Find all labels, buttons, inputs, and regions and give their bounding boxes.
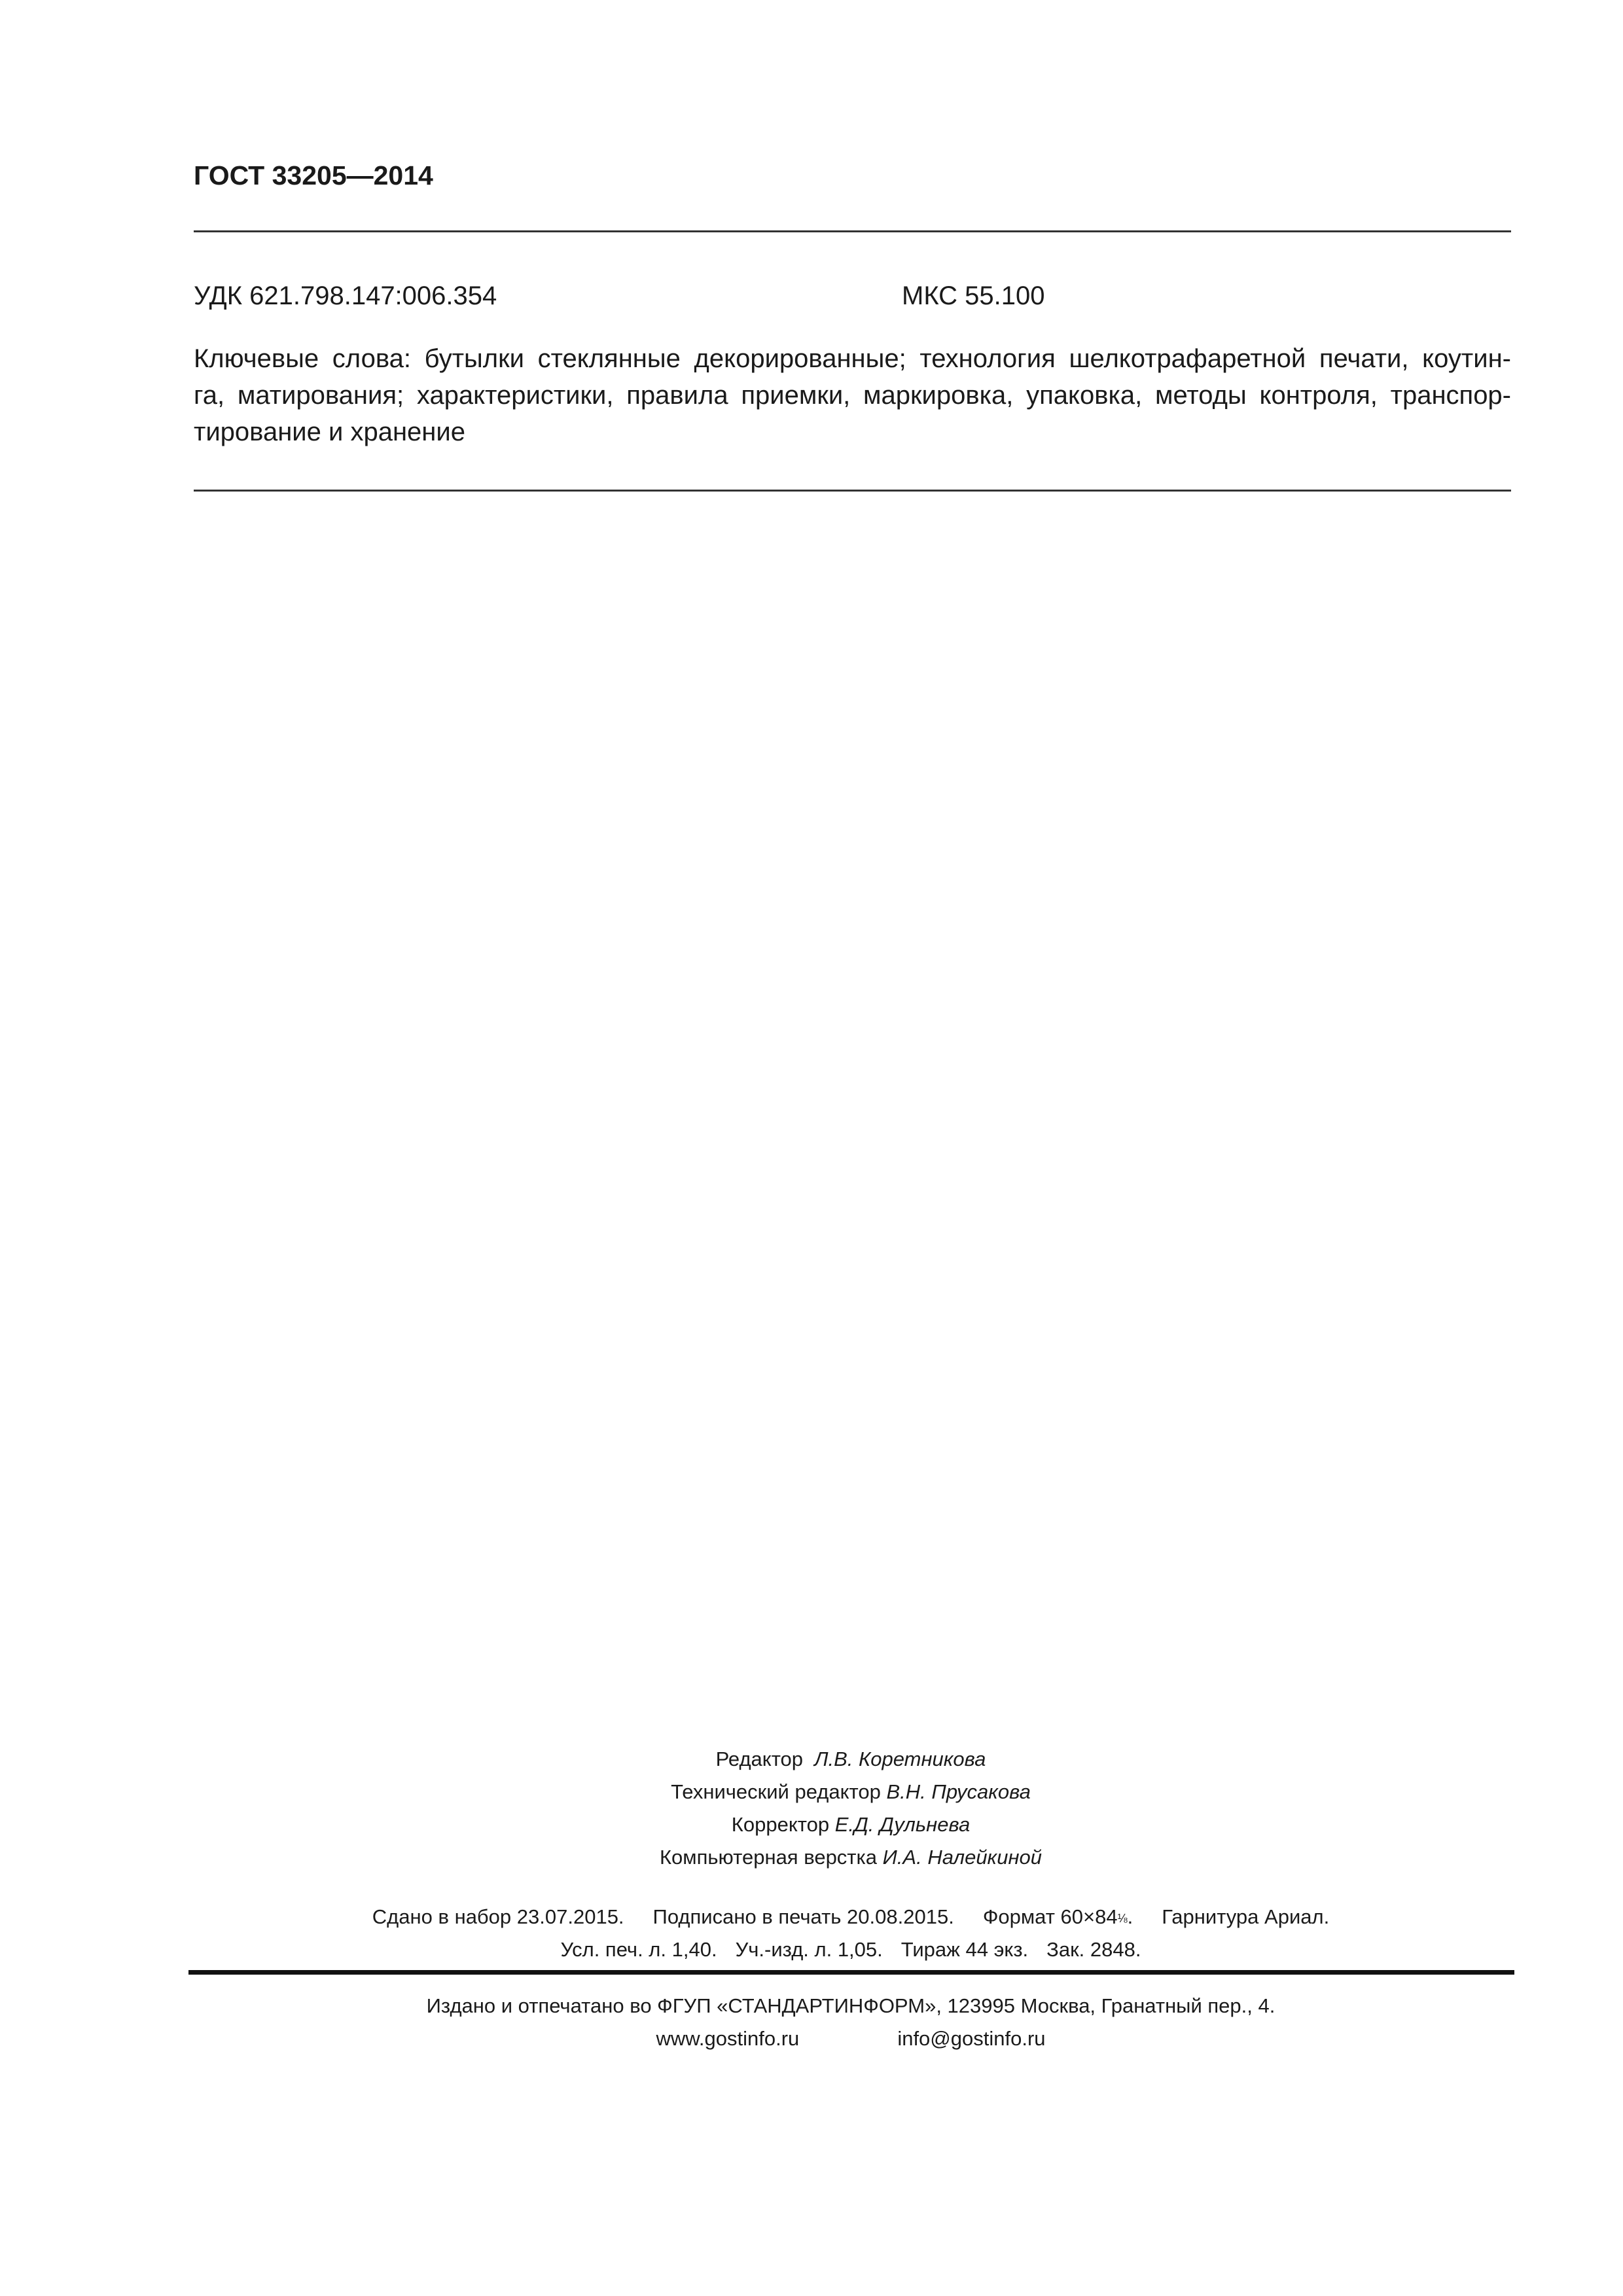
corrector-name: Е.Д. Дульнева [834, 1813, 971, 1836]
corrector-line [484, 1808, 1217, 1841]
circulation: Тираж 44 экз. [901, 1938, 1029, 1961]
tech-editor-label: Технический редактор [671, 1780, 881, 1803]
mks-code: МКС 55.100 [902, 281, 1045, 310]
publisher-contacts [190, 2022, 1512, 2055]
print-info-block [190, 1901, 1512, 1965]
publ-sheets: Уч.-изд. л. 1,05. [735, 1938, 883, 1961]
editor-label: Редактор [715, 1748, 804, 1770]
typeface: Гарнитура Ариал. [1162, 1905, 1330, 1928]
keywords-divider [194, 490, 1511, 492]
corrector-label: Корректор [731, 1813, 830, 1836]
keywords-line-3: тирование и хранение [194, 418, 465, 446]
layout-name: И.А. Налейкиной [882, 1846, 1042, 1869]
layout-label: Компьютерная верстка [660, 1846, 877, 1869]
publisher-line: Издано и отпечатано во ФГУП «СТАНДАРТИНФОРМ», 123995 Москва, Гранатный пер., 4. [426, 1994, 1275, 2017]
footer-divider [188, 1970, 1514, 1975]
layout-line [484, 1841, 1217, 1874]
website-link[interactable]: www.gostinfo.ru [656, 2027, 800, 2050]
header-divider [194, 230, 1511, 232]
keywords-line-2: га, матирования; характеристики, правила приемки, маркировка, упаковка, методы контроля, транспор- [194, 381, 1511, 410]
paper-format: Формат 60×84 [982, 1905, 1118, 1928]
udk-code: УДК 621.798.147:006.354 [194, 281, 497, 310]
editor-line [484, 1743, 1217, 1776]
order-number: Зак. 2848. [1046, 1938, 1141, 1961]
print-info-line-2 [190, 1934, 1512, 1965]
editor-name: Л.В. Коретникова [814, 1748, 986, 1770]
document-code: ГОСТ 33205—2014 [194, 160, 433, 190]
publisher-block [190, 1990, 1512, 2055]
credits-block [484, 1743, 1217, 1874]
tech-editor-name: В.Н. Прусакова [886, 1780, 1031, 1803]
paper-format-fraction: ⅛ [1117, 1912, 1128, 1925]
print-info-line-1: Сдано в набор 23.07.2015. Подписано в печать 20.08.2015. Формат 60×84⅛. Гарнитура Ариал. [372, 1905, 1330, 1928]
keywords-line-1: Ключевые слова: бутылки стеклянные декорированные; технология шелкотрафаретной печати, коутин- [194, 344, 1511, 373]
print-sheets: Усл. печ. л. 1,40. [560, 1938, 717, 1961]
submitted-date: Сдано в набор 23.07.2015. [372, 1905, 624, 1928]
keywords-paragraph [194, 340, 1511, 450]
signed-date: Подписано в печать 20.08.2015. [652, 1905, 954, 1928]
tech-editor-line [484, 1776, 1217, 1808]
email-link[interactable]: info@gostinfo.ru [897, 2027, 1046, 2050]
